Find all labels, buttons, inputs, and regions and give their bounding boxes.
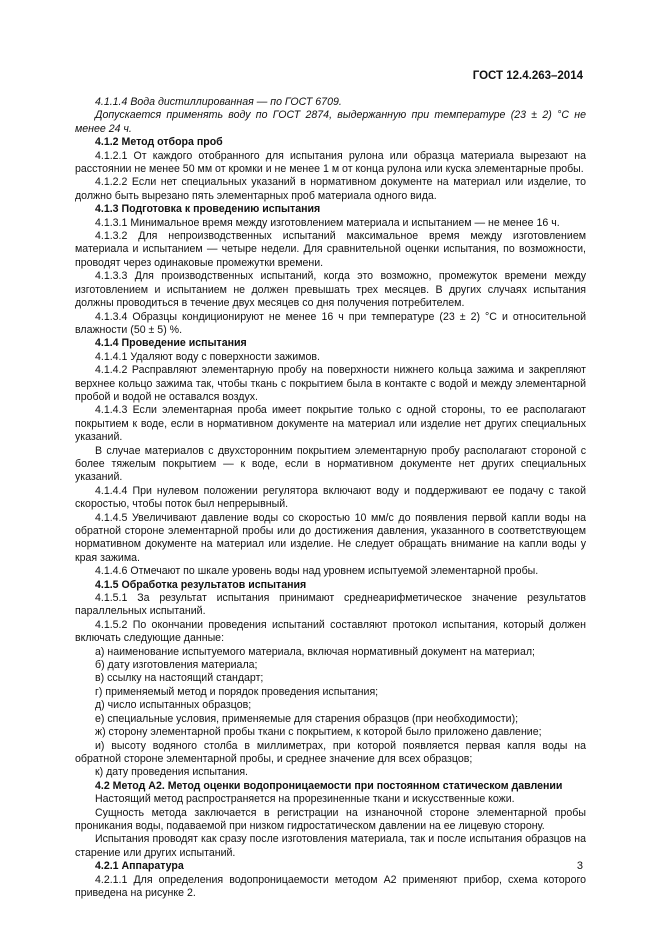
list-item-k: к) дату проведения испытания. — [95, 766, 249, 779]
list-item-g: г) применяемый метод и порядок проведения испытания; — [95, 685, 379, 698]
heading-4-2-1: 4.2.1 Аппаратура — [95, 860, 184, 873]
clause-4-1-4-3: 4.1.4.3 Если элементарная проба имеет покрытие только с одной стороны, то ее располагают покрытием к воде, если в нормативном документе на материал или изделие нет других специальных указаний. — [75, 404, 586, 444]
clause-4-1-5-1: 4.1.5.1 За результат испытания принимают среднеарифметическое значение результатов параллельных испытаний. — [75, 592, 586, 618]
list-item-v: в) ссылку на настоящий стандарт; — [95, 672, 264, 685]
list-item-e: е) специальные условия, применяемые для старения образцов (при необходимости); — [95, 712, 519, 725]
clause-4-1-3-2: 4.1.3.2 Для непроизводственных испытаний максимальное время между изготовлением материала и испытанием — четыре недели. Для сравнительной оценки испытания, по возможности, проводят через одинаковые промежутки времени. — [75, 230, 586, 269]
page-body — [75, 96, 586, 900]
clause-water-note: Допускается применять воду по ГОСТ 2874, выдержанную при температуре (23 ± 2) °С не менее 24 ч. — [75, 109, 586, 135]
clause-4-1-4-2: 4.1.4.2 Расправляют элементарную пробу на поверхности нижнего кольца зажима и закрепляют верхнее кольцо зажима так, чтобы ткань с покрытием была в контакте с водой и между элементарной пробой и водой не оставался воздух. — [75, 364, 586, 403]
heading-4-1-3: 4.1.3 Подготовка к проведению испытания — [95, 203, 321, 216]
clause-4-1-3-1: 4.1.3.1 Минимальное время между изготовлением материала и испытанием — не менее 16 ч. — [95, 216, 560, 229]
clause-double-coating: В случае материалов с двухсторонним покрытием элементарную пробу располагают стороной с более тяжелым покрытием — к воде, если в нормативном документе нет других специальных указаний. — [75, 444, 586, 484]
heading-4-1-2: 4.1.2 Метод отбора проб — [95, 136, 223, 149]
heading-4-1-5: 4.1.5 Обработка результатов испытания — [95, 578, 307, 591]
clause-4-1-2-1: 4.1.2.1 От каждого отобранного для испытания рулона или образца материала вырезают на расстоянии не менее 50 мм от кромки и не менее 1 м от конца рулона или куска элементарные пробы. — [75, 149, 586, 176]
clause-4-2-essence: Сущность метода заключается в регистрации на изнаночной стороне элементарной пробы проникания воды, подаваемой при низком гидростатическом давлении на ее лицевую сторону. — [75, 806, 586, 832]
heading-4-2: 4.2 Метод А2. Метод оценки водопроницаемости при постоянном статическом давлении — [95, 779, 563, 792]
clause-4-1-1-4: 4.1.1.4 Вода дистиллированная — по ГОСТ 6709. — [95, 96, 342, 108]
clause-4-2-testing: Испытания проводят как сразу после изготовления материала, так и после испытания образцов на старение или других испытаний. — [75, 833, 586, 859]
clause-4-1-4-5: 4.1.4.5 Увеличивают давление воды со скоростью 10 мм/с до появления первой капли воды на обратной стороне элементарной пробы или до достижения давления, указанного в соответствующем нормативном документе на материал или изделие. Не следует обращать внимание на капли воды у края зажима. — [75, 511, 586, 564]
clause-4-1-4-4: 4.1.4.4 При нулевом положении регулятора включают воду и поддерживают ее подачу с такой скоростью, чтобы поток был непрерывный. — [75, 484, 586, 511]
list-item-a: а) наименование испытуемого материала, включая нормативный документ на материал; — [95, 645, 535, 658]
clause-4-1-3-3: 4.1.3.3 Для производственных испытаний, когда это возможно, промежуток времени между изготовлением и испытанием не должен превышать трех месяцев. В других случаях испытания должны проводиться в течение двух месяцев со дня получения потребителем. — [75, 270, 586, 310]
clause-4-2-1-1: 4.2.1.1 Для определения водопроницаемости методом А2 применяют прибор, схема которого приведена на рисунке 2. — [75, 873, 586, 899]
list-item-zh: ж) сторону элементарной пробы ткани с покрытием, к которой было приложено давление; — [95, 726, 542, 739]
heading-4-1-4: 4.1.4 Проведение испытания — [95, 337, 247, 350]
clause-4-2-scope: Настоящий метод распространяется на прорезиненные ткани и искусственные кожи. — [95, 793, 515, 806]
clause-4-1-4-1: 4.1.4.1 Удаляют воду с поверхности зажимов. — [95, 350, 320, 363]
document-code-header: ГОСТ 12.4.263–2014 — [472, 70, 583, 82]
list-item-i: и) высоту водяного столба в миллиметрах, при которой появляется первая капля воды на обратной стороне элементарной пробы, и среднее значение для всех образцов; — [75, 739, 586, 765]
clause-4-1-3-4: 4.1.3.4 Образцы кондиционируют не менее 16 ч при температуре (23 ± 2) °С и относительной влажности (50 ± 5) %. — [75, 310, 586, 336]
list-item-d: д) число испытанных образцов; — [95, 699, 252, 712]
clause-4-1-4-6: 4.1.4.6 Отмечают по шкале уровень воды над уровнем испытуемой элементарной пробы. — [95, 565, 539, 578]
page-number: 3 — [576, 860, 583, 872]
clause-4-1-5-2: 4.1.5.2 По окончании проведения испытаний составляют протокол испытания, который должен включать следующие данные: — [75, 618, 586, 645]
clause-4-1-2-2: 4.1.2.2 Если нет специальных указаний в нормативном документе на материал или изделие, то должно быть вырезано пять элементарных проб материала одного вида. — [75, 176, 586, 202]
list-item-b: б) дату изготовления материала; — [95, 659, 258, 672]
